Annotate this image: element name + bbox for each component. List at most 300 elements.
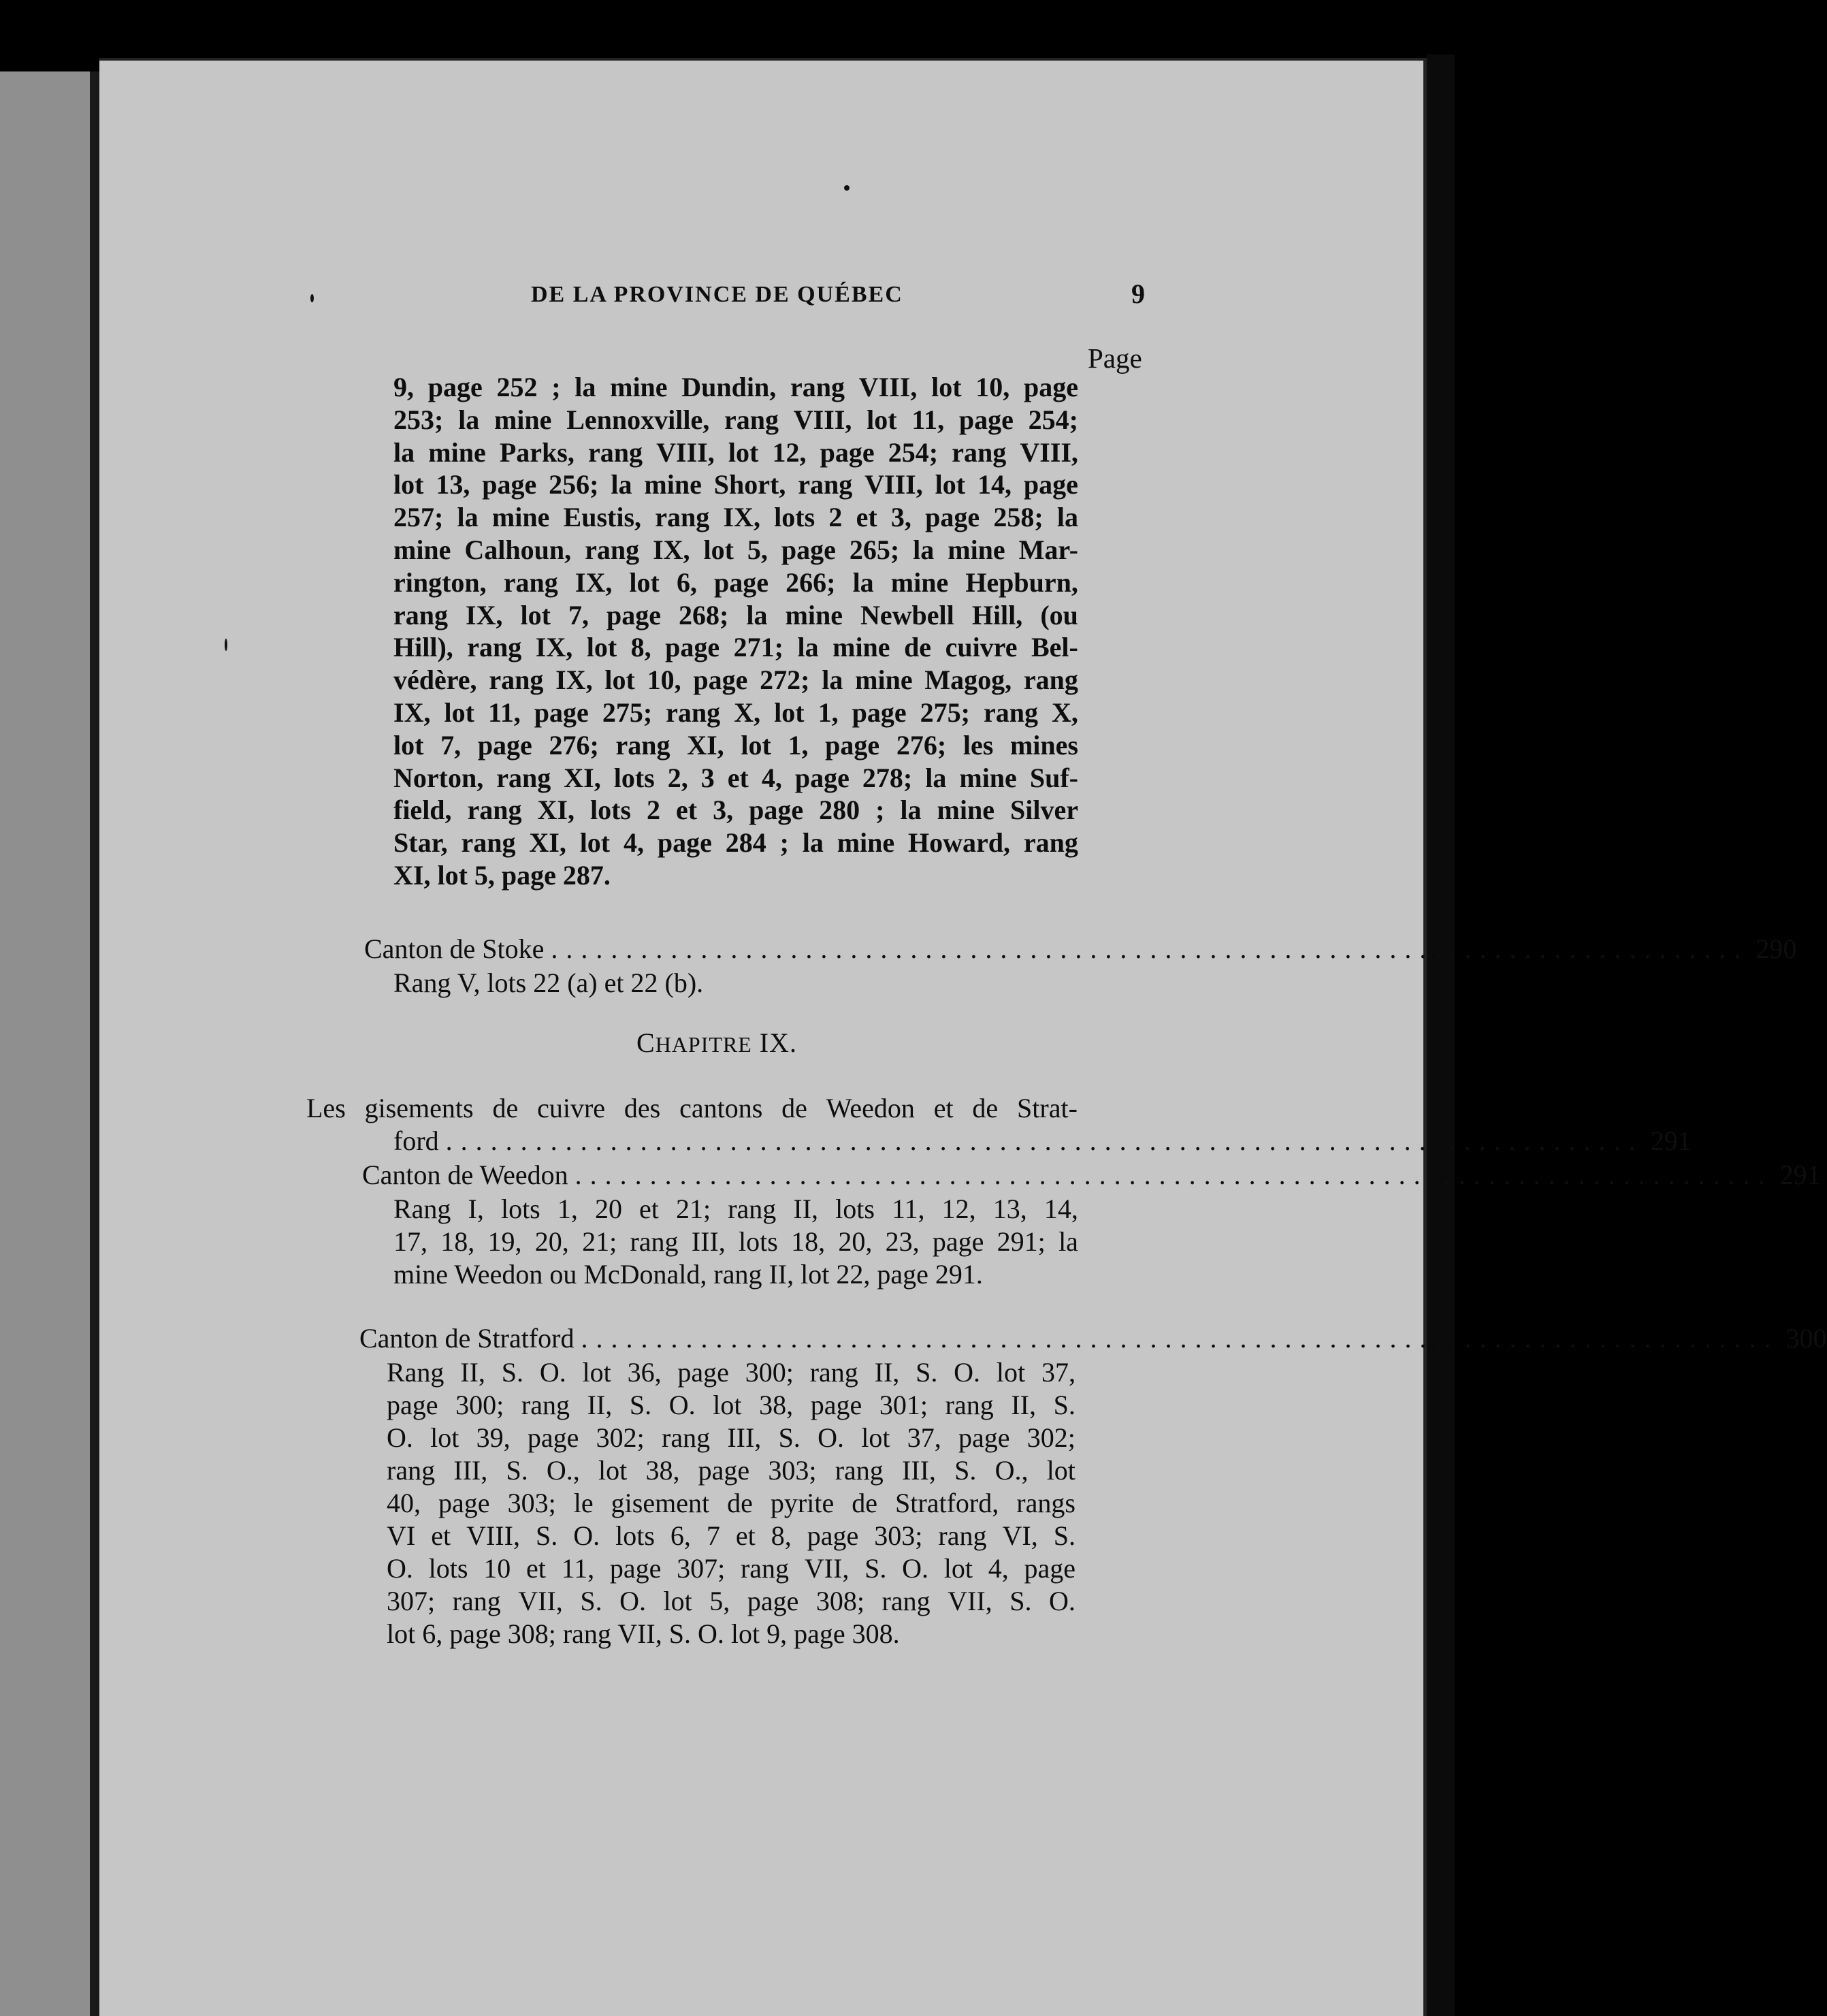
word: 284 (725, 827, 766, 859)
detail-line (387, 1454, 1076, 1487)
word: gisement (611, 1488, 710, 1518)
word: S. (1053, 1520, 1076, 1551)
word: VIII, (864, 469, 923, 500)
word: lot (520, 599, 551, 630)
word: 5, (709, 1586, 730, 1616)
word: rang (393, 599, 448, 630)
word: rang (496, 762, 551, 793)
word: 1, (557, 1194, 578, 1224)
section-title (306, 1092, 1078, 1125)
word: III, (727, 1422, 762, 1453)
word: page (810, 1390, 862, 1420)
scan-speck (844, 185, 850, 191)
word: Weedon (826, 1093, 915, 1123)
word: O. (954, 1357, 981, 1388)
word: 300; (455, 1390, 504, 1420)
page-number: 9 (1131, 278, 1145, 309)
word: 11, (892, 1194, 925, 1224)
word: 38, (645, 1455, 680, 1486)
word: page (693, 665, 748, 696)
word: 14, (1044, 1194, 1078, 1224)
word: lots (590, 795, 631, 826)
continuation-paragraph (393, 371, 1078, 892)
word: VIII, (1020, 436, 1078, 468)
word: IX, (555, 665, 593, 696)
word: rang (938, 1520, 987, 1551)
word: 20, (838, 1226, 873, 1257)
word: Newbell (860, 599, 954, 630)
word: rang (724, 404, 779, 435)
word: mine (644, 469, 702, 500)
word: VIII, (858, 372, 918, 402)
detail-line (387, 1487, 1076, 1520)
toc-page-number: 291 (1779, 1159, 1821, 1190)
word: rang (489, 665, 544, 696)
word: cantons (679, 1093, 763, 1123)
word: rang (1023, 827, 1078, 859)
word: Norton, (393, 762, 484, 793)
word: S. (954, 1455, 977, 1486)
detail-line (393, 1226, 1078, 1258)
word: Howard, (908, 827, 1011, 859)
word: page (677, 1357, 729, 1388)
word: la (913, 534, 935, 565)
word: rang (882, 1586, 931, 1616)
word: lot (579, 827, 611, 859)
word: II, (793, 1194, 819, 1224)
word: 5, (747, 534, 768, 565)
paragraph-line (393, 794, 1078, 827)
right-border-shadow (1427, 54, 1455, 2016)
word: page (387, 1390, 438, 1420)
word: 303; (507, 1488, 556, 1518)
word: 268; (679, 599, 729, 630)
word: 6, (676, 566, 697, 598)
word: field, (393, 795, 452, 826)
word: de (904, 632, 932, 663)
word: lot (430, 1422, 459, 1453)
toc-page-number: 291 (1650, 1125, 1692, 1156)
word: 1, (788, 729, 809, 761)
word: 254; (1028, 404, 1078, 435)
paragraph-line (393, 762, 1078, 795)
word: page (749, 795, 804, 826)
dot-leader: ................................................................................ (575, 1159, 1773, 1190)
word: 275; (920, 697, 970, 728)
word: rang (790, 372, 845, 402)
word: lots (835, 1194, 875, 1224)
word: Hill), (393, 632, 453, 663)
word: O. (902, 1553, 928, 1584)
word: Strat- (1017, 1093, 1078, 1123)
word: 307; (387, 1586, 436, 1616)
word: page (820, 436, 875, 468)
word: 278; (862, 762, 913, 793)
paragraph-line (393, 631, 1078, 664)
dot-leader: ................................................................................ (581, 1323, 1779, 1354)
word: Silver (1009, 795, 1078, 826)
toc-entry-weedon (362, 1159, 1821, 1191)
word: page (427, 372, 483, 402)
word: X, (1052, 697, 1078, 728)
word: page (477, 729, 532, 761)
word: Dundin, (681, 372, 777, 402)
word: Mar- (1018, 534, 1078, 565)
word: des (624, 1093, 661, 1123)
word: la (900, 795, 922, 826)
word: 39, (476, 1422, 511, 1453)
word: O. (619, 1586, 646, 1616)
paragraph-line (393, 534, 1078, 566)
word: 19, (487, 1226, 522, 1257)
detail-line (387, 1422, 1076, 1454)
word: 18, (440, 1226, 475, 1257)
word: lot (1046, 1455, 1076, 1486)
detail-line (393, 1193, 1078, 1226)
word: et (431, 1520, 451, 1551)
word: la (393, 436, 415, 468)
word: 253; (393, 404, 444, 435)
detail-line: Rang V, lots 22 (a) et 22 (b). (393, 967, 704, 998)
word: II, (1011, 1390, 1036, 1420)
word: mine (785, 599, 843, 630)
word: page (714, 566, 769, 598)
word: page (1024, 1553, 1076, 1584)
word: 37, (1041, 1357, 1076, 1388)
word: 6, (670, 1520, 691, 1551)
word: et (727, 762, 749, 793)
word: 303; (768, 1455, 817, 1486)
chapter-numeral: IX. (759, 1027, 798, 1058)
word: la (925, 762, 947, 793)
word: Les (306, 1093, 346, 1123)
word: et (526, 1553, 546, 1584)
word: la (822, 665, 843, 696)
word: 7, (440, 729, 462, 761)
word: page (482, 469, 537, 500)
word: de (727, 1488, 753, 1518)
word: III, (691, 1226, 726, 1257)
word: rang (728, 1194, 777, 1224)
word: O. (387, 1422, 413, 1453)
word: les (963, 729, 994, 761)
word: la (458, 404, 480, 435)
word: S. (501, 1357, 523, 1388)
word: Eustis, (563, 502, 642, 533)
word: page (1023, 372, 1078, 402)
word: de (972, 1093, 999, 1123)
word: VI, (1002, 1520, 1038, 1551)
word: 302; (1026, 1422, 1076, 1453)
word: 8, (771, 1520, 792, 1551)
word: rang (655, 502, 710, 533)
word: O. (818, 1422, 844, 1453)
word: page (932, 1226, 984, 1257)
scan-speck (310, 294, 314, 302)
word: page (534, 697, 589, 728)
word: 258; (993, 502, 1044, 533)
word: Calhoun, (464, 534, 572, 565)
word: rang (521, 1390, 570, 1420)
word: 256; (549, 469, 599, 500)
word: 3 (700, 762, 715, 793)
paragraph-line (393, 371, 1078, 404)
word: XI, (564, 762, 601, 793)
word: S. (916, 1357, 938, 1388)
word: 257; (393, 502, 444, 533)
word: rang (835, 1455, 884, 1486)
word: Star, (393, 827, 448, 859)
word: page (958, 404, 1014, 435)
word: page (665, 632, 720, 663)
word: mine (832, 632, 890, 663)
word: mines (1009, 729, 1078, 761)
word: rang (1023, 665, 1078, 696)
word: 13, (992, 1194, 1027, 1224)
word: 271; (733, 632, 783, 663)
weedon-detail (393, 1193, 1078, 1291)
word: IX, (653, 534, 690, 565)
word: 38, (759, 1390, 794, 1420)
word: page (1023, 469, 1078, 500)
word: 3, (713, 795, 734, 826)
paragraph-line (393, 599, 1078, 632)
word: lots (500, 1194, 540, 1224)
word: mine (855, 665, 913, 696)
word: lot (444, 697, 474, 728)
word: la (802, 827, 824, 859)
word: VI (387, 1520, 416, 1551)
word: 302; (596, 1422, 645, 1453)
word: rang (630, 1226, 679, 1257)
detail-line (387, 1520, 1076, 1552)
word: 9, (393, 372, 414, 402)
word: 10, (975, 372, 1010, 402)
word: rang (984, 697, 1039, 728)
paragraph-line (393, 404, 1078, 436)
word: XI, (687, 729, 724, 761)
word: cuivre (945, 632, 1018, 663)
word: page (781, 534, 836, 565)
word: rang (587, 436, 643, 468)
toc-entry-section (393, 1125, 1692, 1157)
word: X, (734, 697, 761, 728)
paragraph-line (393, 436, 1078, 469)
word: O. (573, 1520, 600, 1551)
word: S. (1009, 1586, 1032, 1616)
word: lot (713, 1390, 742, 1420)
word: lot (598, 1455, 628, 1486)
word: 10 (483, 1553, 511, 1584)
word: rang (662, 1422, 711, 1453)
word: 11, (911, 404, 945, 435)
chapter-initial: C (636, 1027, 656, 1058)
word: S. (535, 1520, 558, 1551)
word: lots (613, 762, 655, 793)
word: page (747, 1586, 799, 1616)
word: VIII, (656, 436, 715, 468)
adjacent-page-edge (0, 71, 90, 2016)
word: rang (461, 827, 516, 859)
word: lot (629, 566, 660, 598)
word: Parks, (499, 436, 575, 468)
word: 4, (623, 827, 644, 859)
word: 1, (818, 697, 839, 728)
word: 4, (761, 762, 782, 793)
word: Bel- (1031, 632, 1078, 663)
dot-leader: ................................................................................ (445, 1125, 1644, 1156)
word: rang (467, 795, 522, 826)
word: Hepburn, (965, 566, 1078, 598)
word: rang (467, 632, 522, 663)
paragraph-line (393, 468, 1078, 501)
word: lots (428, 1553, 468, 1584)
word: 2, (667, 762, 688, 793)
stoke-detail (393, 967, 703, 999)
gutter-shadow (90, 71, 99, 2016)
page-column-label: Page (1088, 342, 1142, 374)
word: O. (1048, 1586, 1076, 1616)
toc-entry-label: Canton de Weedon (362, 1159, 568, 1190)
word: page (527, 1422, 579, 1453)
word: mine (494, 404, 552, 435)
word: gisements (364, 1093, 474, 1123)
detail-line (387, 1585, 1076, 1618)
word: lot (663, 1586, 692, 1616)
word: lot (861, 1422, 890, 1453)
word: 275; (602, 697, 653, 728)
toc-entry-label: Canton de Stoke (364, 933, 545, 964)
word: 301; (879, 1390, 928, 1420)
word: lot (943, 1553, 973, 1584)
word: page (657, 827, 712, 859)
word: 3, (890, 502, 911, 533)
word: 11, (561, 1553, 595, 1584)
word: O., (546, 1455, 580, 1486)
word: III, (901, 1455, 936, 1486)
word: S. (506, 1455, 528, 1486)
word: 20, (534, 1226, 569, 1257)
word: 13, (436, 469, 470, 500)
word: 300; (745, 1357, 794, 1388)
word: II, (460, 1357, 485, 1388)
word: (ou (1040, 599, 1078, 630)
word: 17, (393, 1226, 427, 1257)
paragraph-line (393, 566, 1078, 599)
toc-entry-stratford (359, 1322, 1827, 1354)
word: VII, (804, 1553, 850, 1584)
word: et (735, 1520, 756, 1551)
stratford-detail (387, 1356, 1076, 1650)
word: pyrite (770, 1488, 835, 1518)
word: et (676, 795, 698, 826)
word: 36, (627, 1357, 662, 1388)
word: lot (935, 469, 966, 500)
word: lots (739, 1226, 778, 1257)
word: page (698, 1455, 750, 1486)
word: Stratford, (895, 1488, 999, 1518)
word: VII, (518, 1586, 563, 1616)
word: lot (582, 1357, 611, 1388)
word: Lennoxville, (566, 404, 710, 435)
word: de (781, 1093, 807, 1123)
word: 291; (997, 1226, 1046, 1257)
word: VIII, (793, 404, 852, 435)
running-header: DE LA PROVINCE DE QUÉBEC (531, 282, 903, 307)
word: rangs (1016, 1488, 1076, 1518)
word: lot (741, 729, 771, 761)
word: lot (774, 697, 805, 728)
dot-leader: ................................................................................ (551, 933, 1749, 964)
word: cuivre (537, 1093, 606, 1123)
toc-entry-stoke (364, 933, 1797, 965)
word: lot (393, 469, 424, 500)
word: 37, (907, 1422, 941, 1453)
word: lot (703, 534, 734, 565)
paragraph-line (393, 501, 1078, 534)
word: lot (604, 665, 635, 696)
word: page (609, 1553, 662, 1584)
word: 2 (647, 795, 660, 826)
word: 21; (582, 1226, 617, 1257)
word: et (933, 1093, 954, 1123)
word: 308; (815, 1586, 864, 1616)
scan-speck (225, 639, 227, 651)
word: 276; (896, 729, 947, 761)
word: rang (809, 1357, 858, 1388)
word: S. (778, 1422, 801, 1453)
word: S. (1053, 1390, 1076, 1420)
word: 266; (786, 566, 836, 598)
detail-line: lot 6, page 308; rang VII, S. O. lot 9, page 308. (387, 1618, 900, 1649)
word: lots (774, 502, 815, 533)
word: 276; (549, 729, 599, 761)
word: rang (615, 729, 670, 761)
word: ; (551, 372, 561, 402)
word: 12, (772, 436, 807, 468)
word: 11, (487, 697, 521, 728)
word: Suf- (1029, 762, 1078, 793)
word: XI, (537, 795, 575, 826)
word: page (794, 762, 850, 793)
word: mine (491, 502, 550, 533)
word: 265; (849, 534, 900, 565)
word: Magog, (924, 665, 1012, 696)
word: IX, (393, 697, 431, 728)
word: rang (387, 1455, 436, 1486)
detail-line (387, 1389, 1076, 1422)
word: I, (468, 1194, 484, 1224)
word: page (925, 502, 980, 533)
word: page (852, 697, 907, 728)
paragraph-line (393, 827, 1078, 859)
word: rang (945, 1390, 994, 1420)
word: la (1056, 502, 1078, 533)
word: lot (728, 436, 759, 468)
word: rang (452, 1586, 501, 1616)
word: la (797, 632, 819, 663)
word: 307; (677, 1553, 726, 1584)
word: S. (629, 1390, 652, 1420)
chapter-word: HAPITRE (655, 1032, 752, 1057)
word: 252 (496, 372, 538, 402)
word: Rang (393, 1194, 451, 1224)
word: 14, (977, 469, 1012, 500)
word: de (492, 1093, 519, 1123)
word: 23, (885, 1226, 920, 1257)
word: 8, (630, 632, 651, 663)
toc-entry-label: ford (393, 1125, 439, 1156)
